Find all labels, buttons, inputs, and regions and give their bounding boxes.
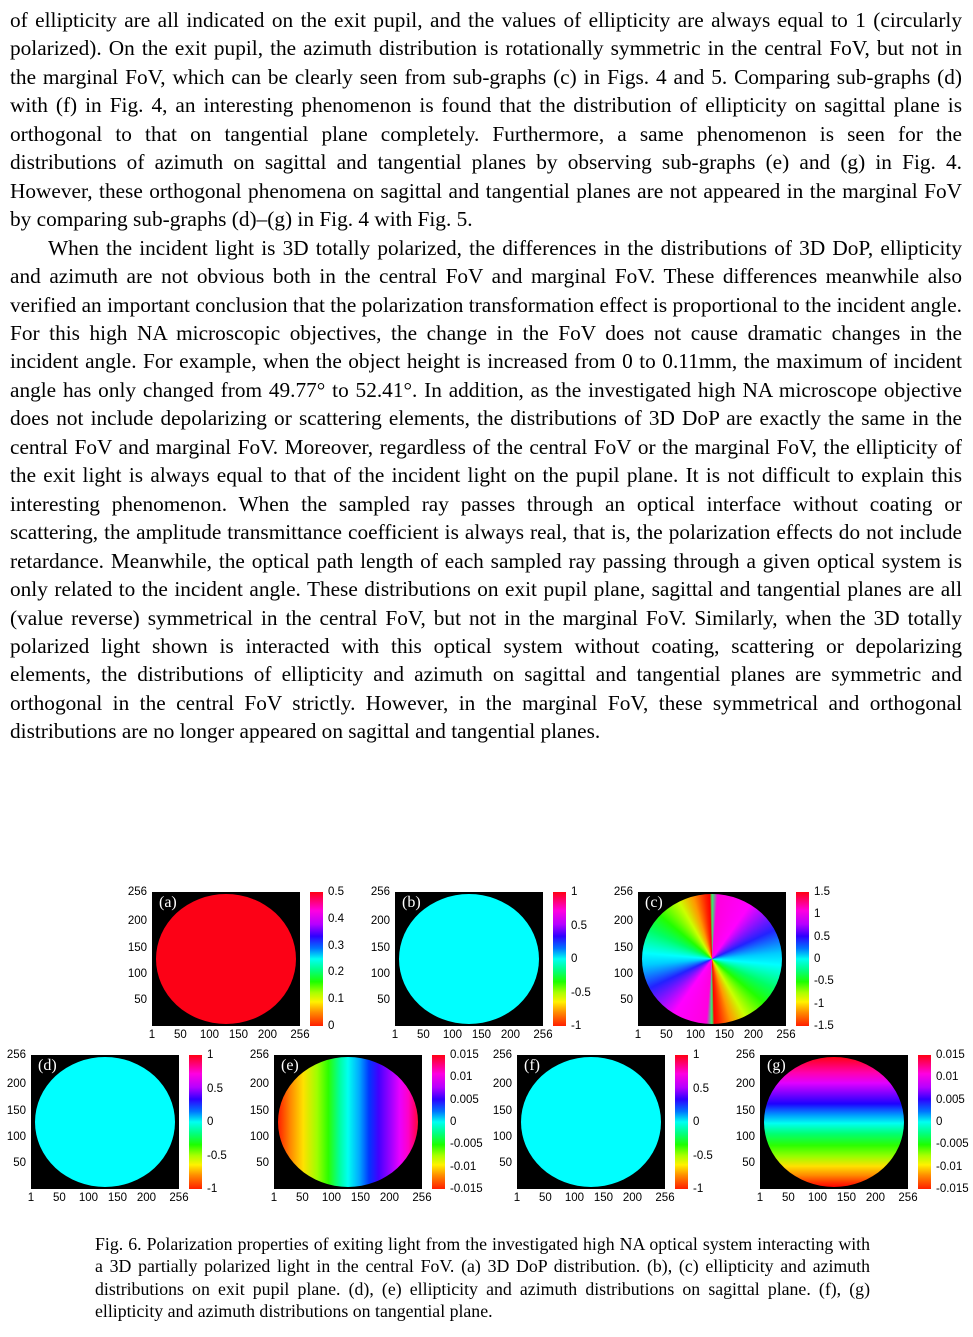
colorbar-d <box>189 1055 202 1189</box>
tick-label: 50 <box>53 1192 66 1204</box>
tick-label: 0.4 <box>328 912 344 925</box>
figure-row-1 <box>0 886 973 1044</box>
tick-label: 50 <box>174 1029 187 1041</box>
pupil-disc-g <box>764 1057 904 1187</box>
tick-label: -0.005 <box>450 1138 483 1151</box>
tick-label: -1 <box>814 997 825 1010</box>
tick-label: 1.5 <box>814 886 830 898</box>
tick-label: 0.5 <box>207 1082 223 1095</box>
x-axis-tick-labels <box>513 1191 675 1207</box>
colorbar-b <box>553 892 566 1026</box>
tick-label: 150 <box>492 1104 512 1117</box>
y-axis-tick-labels <box>122 886 150 1026</box>
tick-label: 100 <box>735 1131 755 1143</box>
heatmap-b <box>395 892 543 1026</box>
tick-label: 1 <box>27 1192 35 1204</box>
tick-label: 50 <box>417 1029 430 1041</box>
tick-label: 1 <box>513 1192 521 1204</box>
tick-label: 1 <box>571 886 578 898</box>
tick-label: 0.01 <box>450 1071 473 1084</box>
paragraph-2: When the incident light is 3D totally polarized, the differences in the distributions of 3D DoP, ellipticity and azimuth are not obvious both in the central FoV and marginal FoV. These differences meanwhile also verified an important conclusion that the polarization transformation effect is proportional to the incident angle. For this high NA microscopic objectives, the change in the FoV does not cause dramatic changes in the incident angle. For example, when the object height is increased from 0 to 0.11mm, the maximum of incident angle has only changed from 49.77° to 52.41°. In addition, as the investigated high NA microscope objective does not include depolarizing or scattering elements, the distributions of 3D DoP are exactly the same in the central FoV and marginal FoV. Moreover, regardless of the central FoV or the marginal FoV, the ellipticity of the exit light is always equal to that of the incident light on the pupil plane. It is not difficult to explain this interesting phenomenon. When the sampled ray passes through an optical interface without coating or scattering, the amplitude transmittance coefficient is always real, that is, the polarization effects do not include retardance. Meanwhile, the optical path length of each sampled ray passing through a given optical system is only related to the incident angle. These distributions on exit pupil plane, sagittal and tangential planes are all (value reverse) symmetrical in the central FoV, but not in the marginal FoV. Similarly, when the 3D totally polarized light shown is interacted with this optical system without coating, scattering or depolarizing elements, the distributions of ellipticity and azimuth on sagittal and tangential planes are symmetric and orthogonal in the central FoV strictly. However, in the marginal FoV, these symmetrical and orthogonal distributions are no longer appeared on sagittal and tangential planes. <box>10 235 962 744</box>
tick-label: 0.3 <box>328 939 344 952</box>
heatmap-g <box>760 1055 908 1189</box>
subplot-c <box>608 886 851 1044</box>
x-axis-tick-labels <box>148 1028 310 1044</box>
tick-label: 50 <box>620 994 633 1007</box>
tick-label: 0 <box>693 1116 700 1128</box>
heatmap-e <box>274 1055 422 1189</box>
tick-label: 256 <box>655 1192 675 1204</box>
tick-label: -1 <box>207 1183 218 1195</box>
tick-label: 100 <box>249 1131 269 1143</box>
tick-label: 0 <box>936 1116 943 1128</box>
tick-label: 200 <box>743 1029 764 1041</box>
tick-label: -0.015 <box>450 1183 483 1195</box>
tick-label: 100 <box>442 1029 463 1041</box>
tick-label: 256 <box>6 1049 26 1061</box>
tick-label: 0.5 <box>571 919 587 932</box>
colorbar-tick-labels-e <box>447 1049 487 1195</box>
tick-label: 256 <box>492 1049 512 1061</box>
tick-label: 0.5 <box>814 930 830 943</box>
tick-label: 200 <box>257 1029 278 1041</box>
tick-label: 150 <box>836 1192 857 1204</box>
x-axis-tick-labels <box>27 1191 189 1207</box>
tick-label: 50 <box>782 1192 795 1204</box>
tick-label: 50 <box>134 994 147 1007</box>
tick-label: 100 <box>199 1029 220 1041</box>
y-axis-tick-labels <box>608 886 636 1026</box>
tick-label: 100 <box>127 968 147 980</box>
subplot-label-d: (d) <box>38 1057 57 1074</box>
subplot-label-b: (b) <box>402 894 421 911</box>
colorbar-tick-labels-a <box>325 886 365 1032</box>
tick-label: 100 <box>6 1131 26 1143</box>
tick-label: 100 <box>78 1192 99 1204</box>
pupil-disc-e <box>278 1057 418 1187</box>
tick-label: 256 <box>169 1192 189 1204</box>
tick-label: -0.5 <box>571 986 591 999</box>
tick-label: 256 <box>412 1192 432 1204</box>
tick-label: 200 <box>249 1078 269 1091</box>
tick-label: 1 <box>391 1029 399 1041</box>
heatmap-f <box>517 1055 665 1189</box>
tick-label: 150 <box>107 1192 128 1204</box>
colorbar-tick-labels-g <box>933 1049 973 1195</box>
subplot-g <box>730 1049 973 1207</box>
subplot-label-g: (g) <box>767 1057 786 1074</box>
pupil-disc-f <box>521 1057 661 1187</box>
tick-label: 256 <box>613 886 633 898</box>
x-axis-tick-labels <box>634 1028 796 1044</box>
colorbar-f <box>675 1055 688 1189</box>
tick-label: 50 <box>296 1192 309 1204</box>
x-axis-tick-labels <box>270 1191 432 1207</box>
tick-label: 256 <box>533 1029 553 1041</box>
subplot-label-c: (c) <box>645 894 663 911</box>
colorbar-g <box>918 1055 931 1189</box>
tick-label: 100 <box>564 1192 585 1204</box>
tick-label: 150 <box>714 1029 735 1041</box>
heatmap-d <box>31 1055 179 1189</box>
tick-label: 150 <box>370 941 390 954</box>
tick-label: 150 <box>735 1104 755 1117</box>
tick-label: 0 <box>207 1116 214 1128</box>
tick-label: 0.5 <box>693 1082 709 1095</box>
colorbar-c <box>796 892 809 1026</box>
tick-label: 0.005 <box>936 1093 965 1106</box>
tick-label: 0 <box>571 953 578 965</box>
paragraph-1: of ellipticity are all indicated on the exit pupil, and the values of ellipticity are always equal to 1 (circularly polarized). On the exit pupil, the azimuth distribution is rotationally symmetric in the central FoV, but not in the marginal FoV, which can be clearly seen from sub-graphs (c) in Figs. 4 and 5. Comparing sub-graphs (d) with (f) in Fig. 4, an interesting phenomenon is found that the distribution of ellipticity on sagittal plane is orthogonal to that on tangential plane completely. Furthermore, a same phenomenon is seen for the distributions of azimuth on sagittal and tangential planes by observing sub-graphs (e) and (g) in Fig. 4. However, these orthogonal phenomena on sagittal and tangential planes are not appeared in the marginal FoV by comparing sub-graphs (d)–(g) in Fig. 4 with Fig. 5. <box>10 8 962 232</box>
tick-label: 1 <box>148 1029 156 1041</box>
pupil-disc-b <box>399 894 539 1024</box>
tick-label: 200 <box>865 1192 886 1204</box>
tick-label: -0.01 <box>936 1160 963 1173</box>
tick-label: 200 <box>136 1192 157 1204</box>
subplot-e <box>244 1049 487 1207</box>
tick-label: 200 <box>6 1078 26 1091</box>
tick-label: -0.5 <box>207 1149 227 1162</box>
figure-row-2 <box>0 1049 973 1207</box>
figure-6 <box>0 886 973 1207</box>
pupil-disc-d <box>35 1057 175 1187</box>
tick-label: 256 <box>127 886 147 898</box>
tick-label: 100 <box>807 1192 828 1204</box>
tick-label: 200 <box>500 1029 521 1041</box>
colorbar-a <box>310 892 323 1026</box>
subplot-label-a: (a) <box>159 894 177 911</box>
tick-label: 1 <box>756 1192 764 1204</box>
colorbar-tick-labels-f <box>690 1049 730 1195</box>
tick-label: 0.005 <box>450 1093 479 1106</box>
tick-label: -0.5 <box>814 975 834 988</box>
tick-label: 150 <box>6 1104 26 1117</box>
tick-label: -1.5 <box>814 1020 834 1032</box>
x-axis-tick-labels <box>756 1191 918 1207</box>
y-axis-tick-labels <box>244 1049 272 1189</box>
tick-label: 200 <box>613 915 633 928</box>
x-axis-tick-labels <box>391 1028 553 1044</box>
tick-label: 50 <box>377 994 390 1007</box>
tick-label: 100 <box>613 968 633 980</box>
subplot-label-e: (e) <box>281 1057 299 1074</box>
tick-label: 100 <box>321 1192 342 1204</box>
tick-label: 0.015 <box>936 1049 965 1061</box>
colorbar-tick-labels-d <box>204 1049 244 1195</box>
subplot-f <box>487 1049 730 1207</box>
heatmap-a <box>152 892 300 1026</box>
tick-label: 150 <box>471 1029 492 1041</box>
subplot-a <box>122 886 365 1044</box>
tick-label: 50 <box>742 1157 755 1170</box>
tick-label: 200 <box>379 1192 400 1204</box>
tick-label: 150 <box>593 1192 614 1204</box>
tick-label: 100 <box>370 968 390 980</box>
tick-label: 50 <box>499 1157 512 1170</box>
tick-label: 256 <box>290 1029 310 1041</box>
tick-label: 150 <box>228 1029 249 1041</box>
heatmap-c <box>638 892 786 1026</box>
subplot-label-f: (f) <box>524 1057 540 1074</box>
tick-label: 0.5 <box>328 886 344 898</box>
tick-label: 256 <box>776 1029 796 1041</box>
tick-label: 256 <box>370 886 390 898</box>
tick-label: 0 <box>450 1116 457 1128</box>
tick-label: 0.2 <box>328 966 344 979</box>
tick-label: 200 <box>622 1192 643 1204</box>
tick-label: 0.1 <box>328 993 344 1006</box>
tick-label: -1 <box>571 1020 582 1032</box>
tick-label: 50 <box>660 1029 673 1041</box>
tick-label: 0.01 <box>936 1071 959 1084</box>
tick-label: -0.005 <box>936 1138 969 1151</box>
tick-label: 150 <box>350 1192 371 1204</box>
tick-label: -0.015 <box>936 1183 969 1195</box>
tick-label: 0.015 <box>450 1049 479 1061</box>
y-axis-tick-labels <box>365 886 393 1026</box>
colorbar-tick-labels-b <box>568 886 608 1032</box>
tick-label: 150 <box>127 941 147 954</box>
tick-label: 256 <box>249 1049 269 1061</box>
tick-label: 1 <box>207 1049 214 1061</box>
subplot-d <box>1 1049 244 1207</box>
tick-label: 150 <box>613 941 633 954</box>
tick-label: 100 <box>492 1131 512 1143</box>
tick-label: 256 <box>735 1049 755 1061</box>
tick-label: 1 <box>634 1029 642 1041</box>
pupil-disc-c <box>642 894 782 1024</box>
y-axis-tick-labels <box>487 1049 515 1189</box>
tick-label: 50 <box>256 1157 269 1170</box>
tick-label: 200 <box>492 1078 512 1091</box>
figure-caption: Fig. 6. Polarization properties of exiting light from the investigated high NA optical system interacting with a 3D partially polarized light in the central FoV. (a) 3D DoP distribution. (b), (c) ellipticity and azimuth distributions on exit pupil plane. (d), (e) ellipticity and azimuth distributions on sagittal plane. (f), (g) ellipticity and azimuth distributions on tangential plane. <box>95 1234 870 1322</box>
tick-label: 100 <box>685 1029 706 1041</box>
y-axis-tick-labels <box>730 1049 758 1189</box>
tick-label: 0 <box>814 953 821 965</box>
tick-label: 256 <box>898 1192 918 1204</box>
tick-label: 1 <box>814 908 821 921</box>
tick-label: 150 <box>249 1104 269 1117</box>
tick-label: 1 <box>693 1049 700 1061</box>
tick-label: 1 <box>270 1192 278 1204</box>
y-axis-tick-labels <box>1 1049 29 1189</box>
subplot-b <box>365 886 608 1044</box>
tick-label: -0.5 <box>693 1149 713 1162</box>
colorbar-e <box>432 1055 445 1189</box>
tick-label: 50 <box>539 1192 552 1204</box>
tick-label: -0.01 <box>450 1160 477 1173</box>
tick-label: 50 <box>13 1157 26 1170</box>
tick-label: 200 <box>127 915 147 928</box>
colorbar-tick-labels-c <box>811 886 851 1032</box>
tick-label: 0 <box>328 1020 335 1032</box>
pupil-disc-a <box>156 894 296 1024</box>
tick-label: 200 <box>370 915 390 928</box>
tick-label: 200 <box>735 1078 755 1091</box>
tick-label: -1 <box>693 1183 704 1195</box>
